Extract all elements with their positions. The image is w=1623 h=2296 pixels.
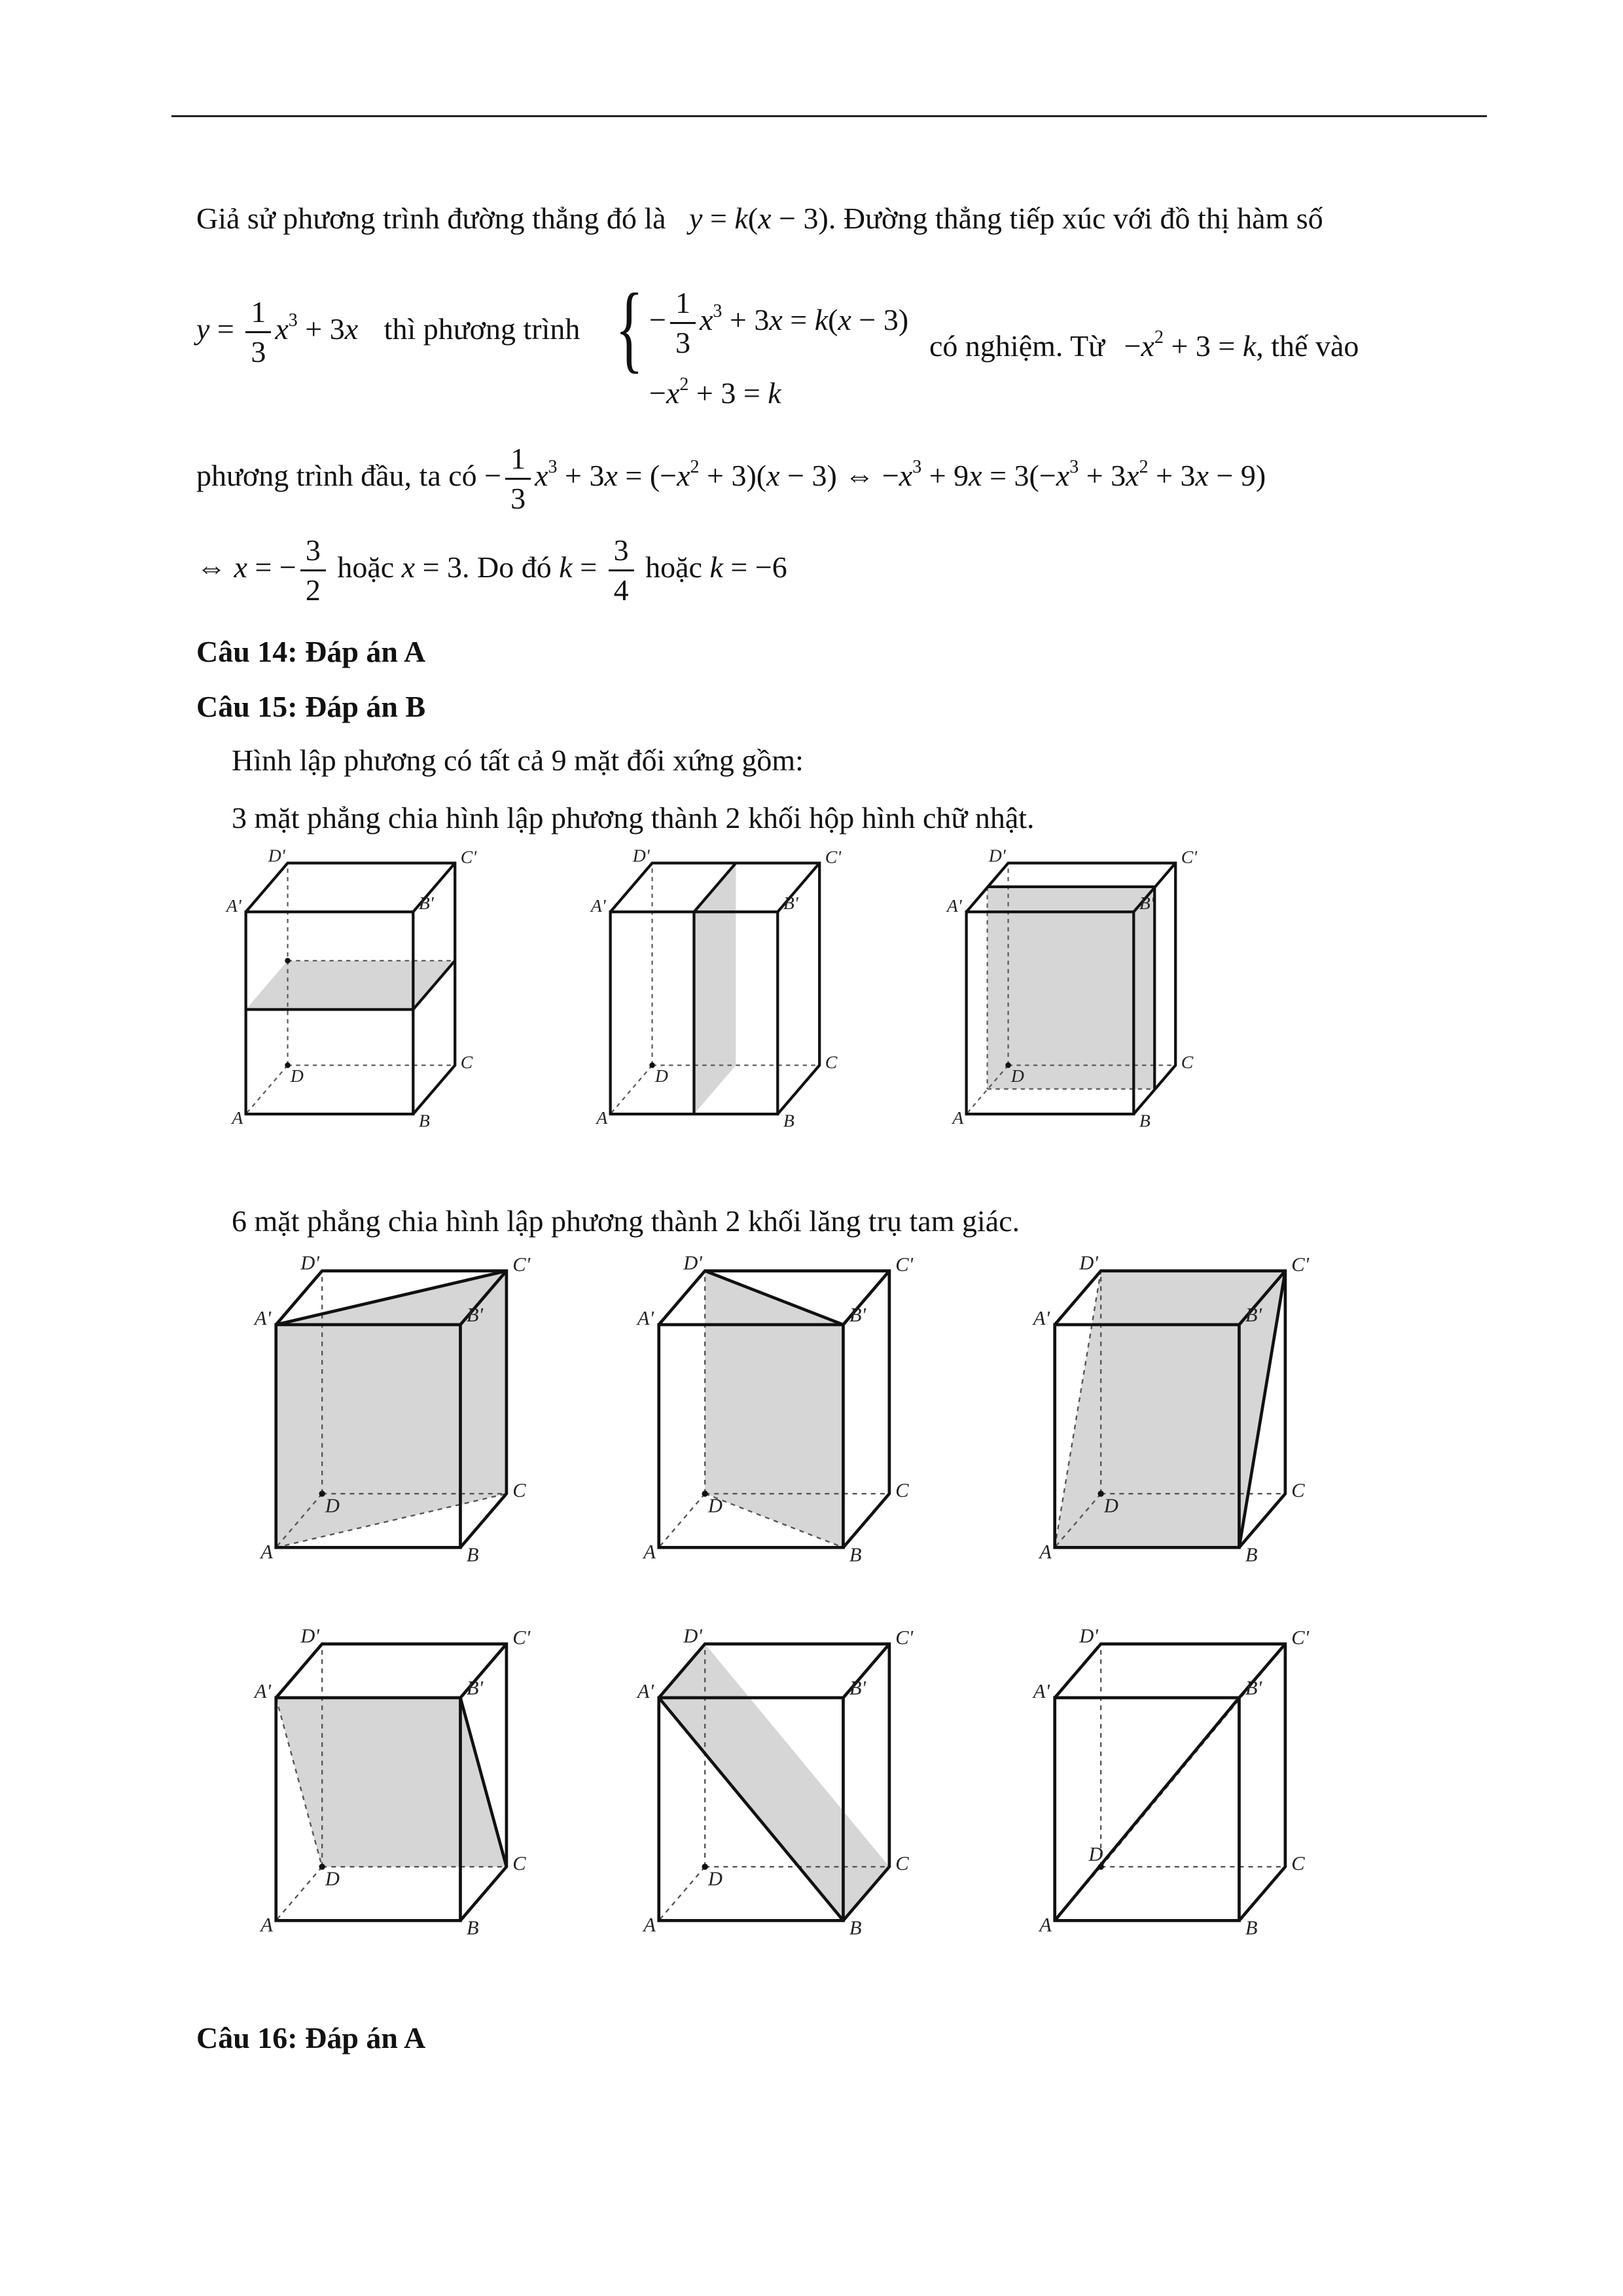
text-segment: hoặc [645, 550, 702, 584]
question-15-line-3: 6 mặt phẳng chia hình lập phương thành 2 khối lăng trụ tam giác. [232, 1204, 1020, 1238]
formula-function: y = $\frac{1}{3}$ $x^3 + 3x$ [196, 312, 358, 346]
cube-figure-horizontal-plane [226, 845, 553, 1177]
vertex-label: B' [849, 1677, 866, 1700]
vertex-label: A [232, 1107, 243, 1128]
formula-root-1: ⇔ x = − $\frac{3}{2}$ [196, 550, 330, 584]
vertex-label: D [290, 1066, 304, 1086]
formula-k-2: k = −6 [709, 550, 787, 584]
paragraph-line-2-start [196, 293, 580, 371]
vertex-label: D [325, 1867, 340, 1890]
vertex-label: C' [512, 1626, 531, 1649]
vertex-label: C' [825, 846, 842, 867]
text-segment: , thế vào [1256, 329, 1359, 363]
vertex-label: D [1010, 1066, 1024, 1086]
vertex-label: A [260, 1913, 273, 1936]
vertex-label: D' [683, 1251, 702, 1274]
vertex-label: A' [254, 1679, 272, 1702]
vertex-label: C [895, 1852, 909, 1874]
vertex-label: B [849, 1916, 862, 1939]
vertex-label: A' [1033, 1306, 1050, 1329]
paragraph-line-4 [196, 531, 787, 609]
header-rule [171, 115, 1487, 117]
vertex-label: C' [460, 846, 477, 867]
vertex-label: B' [1245, 1677, 1262, 1700]
vertex-label: B [1245, 1543, 1258, 1566]
vertex-label: D' [683, 1624, 702, 1647]
paragraph-line-2-end [929, 319, 1359, 365]
question-16-heading: Câu 16: Đáp án A [196, 2021, 426, 2054]
vertex-label: A [1039, 1913, 1052, 1936]
vertex-label: D' [1079, 1251, 1098, 1274]
question-15-line-1: Hình lập phương có tất cả 9 mặt đối xứng gồm: [232, 744, 804, 777]
vertex-label: C [512, 1479, 526, 1501]
text-segment: . Đường thẳng tiếp xúc với đồ thị hàm số [828, 202, 1323, 235]
cube-figure-vertical-plane-front [590, 845, 918, 1177]
text-segment: phương trình đầu, ta có [196, 459, 477, 493]
vertex-label: B [849, 1543, 862, 1566]
vertex-label: A [1039, 1540, 1052, 1563]
vertex-label: D [1103, 1494, 1118, 1517]
text-segment: thì phương trình [383, 312, 580, 346]
vertex-label: B' [1245, 1304, 1262, 1327]
formula-k-1: k = $\frac{3}{4}$ [559, 550, 637, 584]
vertex-label: B' [466, 1304, 484, 1327]
vertex-label: B' [783, 892, 798, 913]
vertex-label: D' [268, 845, 285, 866]
cube-figure-diagonal-plane-4 [254, 1624, 615, 1990]
vertex-label: C [1291, 1479, 1305, 1501]
vertex-label: D [707, 1867, 722, 1890]
vertex-label: D' [632, 845, 650, 866]
text-segment: . Do đó [462, 550, 552, 584]
vertex-label: C' [895, 1253, 914, 1276]
vertex-label: B' [466, 1677, 484, 1700]
cube-figure-diagonal-plane-1 [254, 1251, 615, 1617]
cube-figure-diagonal-plane-6 [1033, 1624, 1394, 1990]
vertex-label: A [596, 1107, 608, 1128]
question-15-line-2: 3 mặt phẳng chia hình lập phương thành 2 khối hộp hình chữ nhật. [232, 801, 1035, 834]
vertex-label: C' [512, 1253, 531, 1276]
text-segment: hoặc [337, 550, 395, 584]
vertex-label: C' [895, 1626, 914, 1649]
vertex-label: C' [1291, 1626, 1310, 1649]
vertex-label: B' [1139, 892, 1154, 913]
cube-figure-diagonal-plane-5 [637, 1624, 998, 1990]
vertex-label: B [1245, 1916, 1258, 1939]
formula-line-equation: y = k(x − 3) [689, 202, 829, 235]
vertex-label: D' [300, 1624, 319, 1647]
vertex-label: C [1291, 1852, 1305, 1874]
formula-system: { − $\frac{1}{3}$ $x^3 + 3x = k(x - 3)$ $-x^2 + 3 = k$ [615, 274, 909, 410]
vertex-label: D [325, 1494, 340, 1517]
vertex-label: D [654, 1066, 668, 1086]
text-segment: Giả sử phương trình đường thẳng đó là [196, 202, 666, 235]
vertex-label: D' [300, 1251, 319, 1274]
vertex-label: C [825, 1051, 838, 1072]
formula-substitution: − $\frac{1}{3}$ $x^3 + 3x = (-x^2 + 3)(x - 3)$ ⇔ $-x^3 + 9x = 3(-x^3 + 3x^2 + 3x - 9)$ [484, 459, 1266, 492]
cube-figure-vertical-plane-side [946, 845, 1274, 1177]
vertex-label: D [1088, 1842, 1103, 1865]
vertex-label: D' [988, 845, 1006, 866]
vertex-label: B [783, 1110, 794, 1131]
vertex-label: A' [590, 895, 606, 916]
vertex-label: A' [637, 1306, 654, 1329]
vertex-label: B [1139, 1110, 1150, 1131]
vertex-label: A [260, 1540, 273, 1563]
vertex-label: C [895, 1479, 909, 1501]
vertex-label: D' [1079, 1624, 1098, 1647]
vertex-label: B' [849, 1304, 866, 1327]
vertex-label: B' [418, 892, 434, 913]
vertex-label: A' [226, 895, 241, 916]
vertex-label: C [512, 1852, 526, 1874]
cube-figure-diagonal-plane-2 [637, 1251, 998, 1617]
vertex-label: A' [254, 1306, 272, 1329]
vertex-label: B [418, 1110, 430, 1131]
vertex-label: A' [1033, 1679, 1050, 1702]
vertex-label: A' [637, 1679, 654, 1702]
vertex-label: C' [1181, 846, 1198, 867]
cube-figure-diagonal-plane-3 [1033, 1251, 1394, 1617]
formula-k: $-x^2 + 3 = k$ [1124, 327, 1257, 363]
vertex-label: B [466, 1916, 479, 1939]
text-segment: có nghiệm. Từ [929, 329, 1105, 363]
question-14-heading: Câu 14: Đáp án A [196, 635, 426, 668]
vertex-label: C' [1291, 1253, 1310, 1276]
vertex-label: B [466, 1543, 479, 1566]
paragraph-line-1 [196, 200, 1323, 237]
vertex-label: A' [946, 895, 962, 916]
vertex-label: C [460, 1051, 473, 1072]
question-15-heading: Câu 15: Đáp án B [196, 690, 426, 723]
vertex-label: A [643, 1913, 656, 1936]
vertex-label: D [707, 1494, 722, 1517]
formula-root-2: x = 3 [401, 550, 463, 584]
vertex-label: A [952, 1107, 964, 1128]
paragraph-line-3 [196, 440, 1266, 518]
vertex-label: A [643, 1540, 656, 1563]
vertex-label: C [1181, 1051, 1194, 1072]
